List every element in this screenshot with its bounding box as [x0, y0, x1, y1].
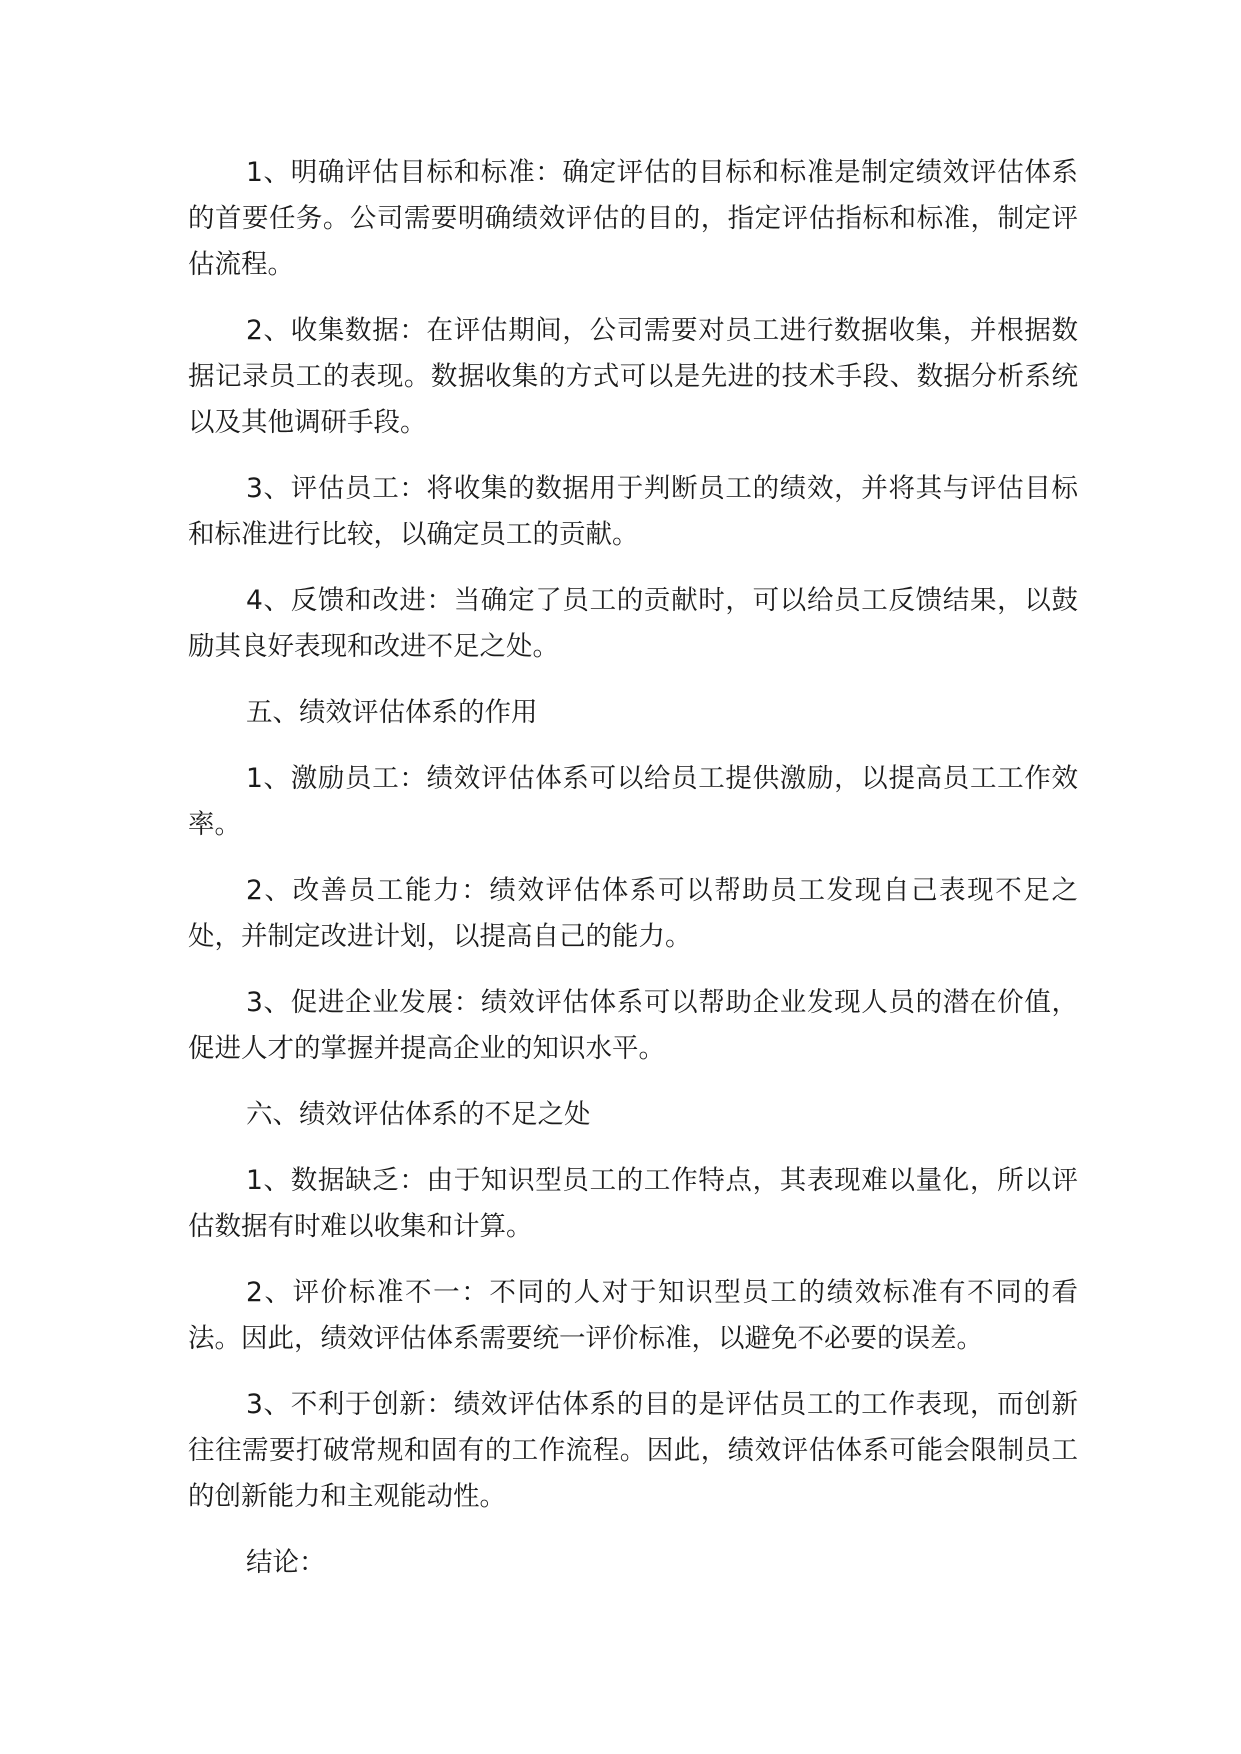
paragraph-role-improve-ability: 2、改善员工能力：绩效评估体系可以帮助员工发现自己表现不足之处，并制定改进计划，以提高自己的能力。: [188, 875, 1078, 952]
paragraph-shortcoming-inconsistent-standards: 2、评价标准不一：不同的人对于知识型员工的绩效标准有不同的看法。因此，绩效评估体系需要统一评价标准，以避免不必要的误差。: [188, 1277, 1078, 1354]
paragraph-role-promote-development: 3、促进企业发展：绩效评估体系可以帮助企业发现人员的潜在价值，促进人才的掌握并提高企业的知识水平。: [188, 987, 1078, 1064]
paragraph-role-motivate: 1、激励员工：绩效评估体系可以给员工提供激励，以提高员工工作效率。: [188, 763, 1078, 840]
paragraph-step-feedback-improve: 4、反馈和改进：当确定了员工的贡献时，可以给员工反馈结果，以鼓励其良好表现和改进不足之处。: [188, 585, 1078, 662]
section-heading-conclusion: 结论：: [246, 1547, 326, 1578]
document-body: [188, 150, 1078, 1606]
paragraph-shortcoming-lack-data: 1、数据缺乏：由于知识型员工的工作特点，其表现难以量化，所以评估数据有时难以收集和计算。: [188, 1165, 1078, 1242]
paragraph-shortcoming-innovation: 3、不利于创新：绩效评估体系的目的是评估员工的工作表现，而创新往往需要打破常规和固有的工作流程。因此，绩效评估体系可能会限制员工的创新能力和主观能动性。: [188, 1389, 1078, 1512]
paragraph-step-clarify-goals: 1、明确评估目标和标准：确定评估的目标和标准是制定绩效评估体系的首要任务。公司需要明确绩效评估的目的，指定评估指标和标准，制定评估流程。: [188, 157, 1078, 280]
section-heading-shortcomings: 六、绩效评估体系的不足之处: [246, 1099, 591, 1130]
section-heading-role: 五、绩效评估体系的作用: [246, 697, 538, 728]
paragraph-step-collect-data: 2、收集数据：在评估期间，公司需要对员工进行数据收集，并根据数据记录员工的表现。数据收集的方式可以是先进的技术手段、数据分析系统以及其他调研手段。: [188, 315, 1078, 438]
paragraph-step-evaluate-employees: 3、评估员工：将收集的数据用于判断员工的绩效，并将其与评估目标和标准进行比较，以确定员工的贡献。: [188, 473, 1078, 550]
